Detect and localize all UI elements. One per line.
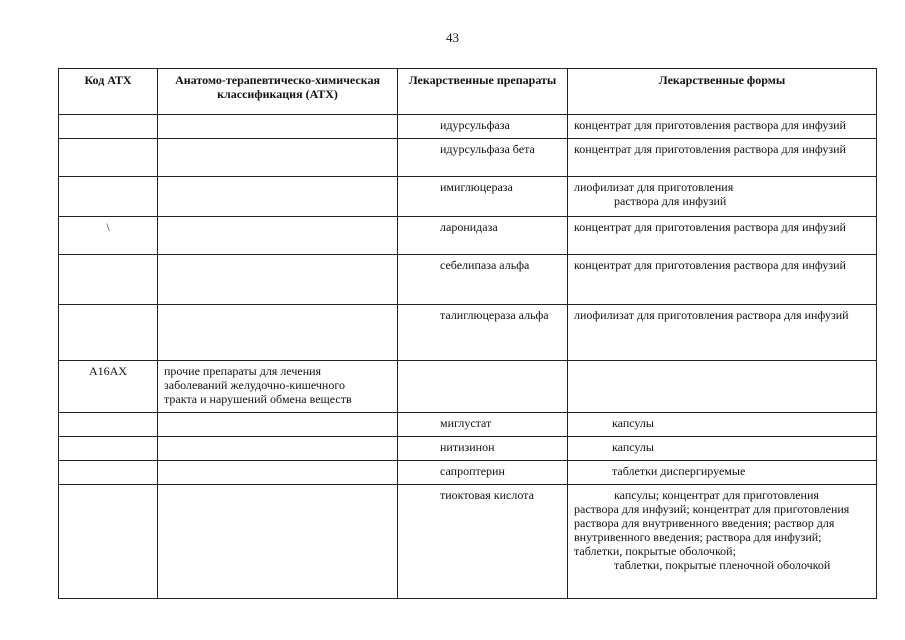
- classification-cell: [158, 413, 398, 437]
- drug-cell: себелипаза альфа: [398, 255, 568, 305]
- drug-cell: имиглюцераза: [398, 177, 568, 217]
- forms-line: капсулы; концентрат для приготовления: [614, 488, 819, 502]
- forms-cell: концентрат для приготовления раствора для инфузий: [568, 255, 877, 305]
- table-row: [59, 177, 877, 217]
- table-row: [59, 413, 877, 437]
- forms-line: раствора для внутривенного введения; раствор для: [574, 516, 835, 530]
- forms-cell: таблетки диспергируемые: [568, 461, 877, 485]
- table-row: [59, 217, 877, 255]
- drug-cell: ларонидаза: [398, 217, 568, 255]
- header-code: Код АТХ: [59, 69, 158, 115]
- forms-line: внутривенного введения; раствора для инфузий;: [574, 530, 822, 544]
- code-cell: [59, 485, 158, 599]
- classification-cell: [158, 361, 398, 413]
- code-cell: \: [59, 217, 158, 255]
- drug-cell: идурсульфаза бета: [398, 139, 568, 177]
- header-forms: Лекарственные формы: [568, 69, 877, 115]
- table-row: [59, 461, 877, 485]
- classification-cell: [158, 437, 398, 461]
- drug-cell: нитизинон: [398, 437, 568, 461]
- code-cell: [59, 139, 158, 177]
- drug-cell: тиоктовая кислота: [398, 485, 568, 599]
- forms-cell: [568, 177, 877, 217]
- forms-cell: капсулы: [568, 437, 877, 461]
- classification-line: тракта и нарушений обмена веществ: [164, 392, 352, 406]
- classification-cell: [158, 115, 398, 139]
- header-drugs: Лекарственные препараты: [398, 69, 568, 115]
- code-cell: [59, 177, 158, 217]
- drug-cell: идурсульфаза: [398, 115, 568, 139]
- forms-line: таблетки, покрытые оболочкой;: [574, 544, 736, 558]
- classification-line: заболеваний желудочно-кишечного: [164, 378, 345, 392]
- drug-cell: миглустат: [398, 413, 568, 437]
- code-cell: [59, 437, 158, 461]
- table-row: [59, 437, 877, 461]
- forms-line: раствора для инфузий: [614, 194, 727, 208]
- classification-line: прочие препараты для лечения: [164, 364, 322, 378]
- atx-table: [58, 68, 877, 599]
- classification-cell: [158, 177, 398, 217]
- classification-cell: [158, 255, 398, 305]
- code-cell: [59, 305, 158, 361]
- table-row: [59, 305, 877, 361]
- drug-cell: сапроптерин: [398, 461, 568, 485]
- forms-cell: [568, 361, 877, 413]
- table-row: [59, 139, 877, 177]
- forms-cell: концентрат для приготовления раствора для инфузий: [568, 115, 877, 139]
- forms-line: таблетки, покрытые пленочной оболочкой: [614, 558, 831, 572]
- classification-cell: [158, 139, 398, 177]
- code-cell: [59, 115, 158, 139]
- table-row: [59, 115, 877, 139]
- forms-cell: [568, 485, 877, 599]
- drug-cell: [398, 361, 568, 413]
- table-row: [59, 485, 877, 599]
- table-row: [59, 361, 877, 413]
- code-cell: A16AX: [59, 361, 158, 413]
- classification-cell: [158, 461, 398, 485]
- code-cell: [59, 461, 158, 485]
- classification-cell: [158, 305, 398, 361]
- forms-cell: лиофилизат для приготовления раствора для инфузий: [568, 305, 877, 361]
- drug-cell: талиглюцераза альфа: [398, 305, 568, 361]
- classification-cell: [158, 485, 398, 599]
- classification-cell: [158, 217, 398, 255]
- forms-cell: концентрат для приготовления раствора для инфузий: [568, 217, 877, 255]
- table-row: [59, 255, 877, 305]
- forms-line: лиофилизат для приготовления: [574, 180, 734, 194]
- table-header-row: [59, 69, 877, 115]
- code-cell: [59, 255, 158, 305]
- forms-cell: концентрат для приготовления раствора для инфузий: [568, 139, 877, 177]
- forms-line: раствора для инфузий; концентрат для приготовления: [574, 502, 850, 516]
- header-classification: Анатомо-терапевтическо-химическая классификация (АТХ): [158, 69, 398, 115]
- forms-cell: капсулы: [568, 413, 877, 437]
- code-cell: [59, 413, 158, 437]
- page-number: 43: [446, 30, 459, 45]
